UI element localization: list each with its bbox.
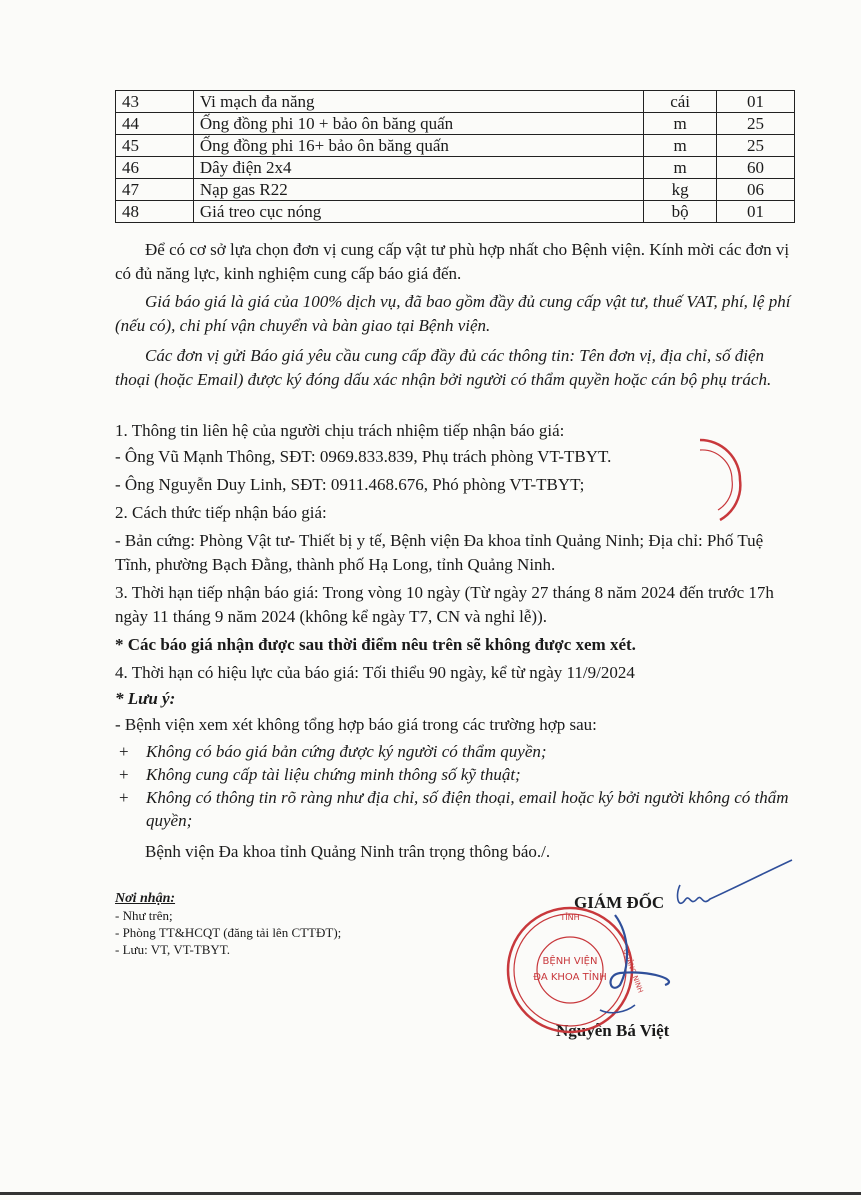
seal-ring-top: TỈNH — [560, 913, 580, 922]
signatory-title: GIÁM ĐỐC — [574, 893, 665, 912]
bullet-mark: + — [119, 788, 129, 807]
seal-center-line-2: ĐA KHOA TỈNH — [533, 972, 607, 983]
recipients-block — [115, 890, 355, 958]
item-unit: m — [644, 135, 717, 157]
row-number: 43 — [116, 91, 194, 113]
table-row — [116, 91, 795, 113]
seal-center-line-1: BỆNH VIỆN — [542, 956, 598, 967]
note-title: * Lưu ý: — [115, 689, 176, 708]
section-3-deadline: 3. Thời hạn tiếp nhận báo giá: Trong vòng 10 ngày (Từ ngày 27 tháng 8 năm 2024 đến trước 17h ngày 11 tháng 9 năm 2024 (không kể ngày T7, CN và nghỉ lễ)). — [115, 583, 774, 626]
row-number: 48 — [116, 201, 194, 223]
signatory-name: Nguyễn Bá Việt — [556, 1021, 670, 1040]
bullet-mark: + — [119, 765, 129, 784]
item-unit: bộ — [644, 201, 717, 223]
table-row — [116, 157, 795, 179]
contact-2: - Ông Nguyễn Duy Linh, SĐT: 0911.468.676, Phó phòng VT-TBYT; — [115, 475, 585, 494]
recipient-item: - Lưu: VT, VT-TBYT. — [115, 942, 231, 957]
exclusion-list — [115, 740, 795, 832]
item-name: Vi mạch đa năng — [193, 91, 643, 113]
seal-ring-right: QUẢNG NINH — [621, 947, 645, 995]
recipient-item: - Như trên; — [115, 908, 173, 923]
late-warning: * Các báo giá nhận được sau thời điểm nêu trên sẽ không được xem xét. — [115, 635, 636, 654]
bullet-text: Không cung cấp tài liệu chứng minh thông số kỹ thuật; — [146, 765, 521, 784]
hardcopy-address: - Bản cứng: Phòng Vật tư- Thiết bị y tế, Bệnh viện Đa khoa tỉnh Quảng Ninh; Địa chỉ: Phố Tuệ Tĩnh, phường Bạch Đằng, thành phố Hạ Long, tỉnh Quảng Ninh. — [115, 531, 764, 574]
item-quantity: 01 — [717, 91, 795, 113]
list-item — [115, 763, 795, 786]
section-1-title: 1. Thông tin liên hệ của người chịu trách nhiệm tiếp nhận báo giá: — [115, 421, 565, 440]
item-unit: m — [644, 157, 717, 179]
page-bottom-edge — [0, 1192, 861, 1195]
item-unit: kg — [644, 179, 717, 201]
item-name: Nạp gas R22 — [193, 179, 643, 201]
bullet-text: Không có báo giá bản cứng được ký người có thẩm quyền; — [146, 742, 547, 761]
row-number: 46 — [116, 157, 194, 179]
request-note: Các đơn vị gửi Báo giá yêu cầu cung cấp đầy đủ các thông tin: Tên đơn vị, địa chỉ, số điện thoại (hoặc Email) được ký đóng dấu xác nhận bởi người có thẩm quyền hoặc cán bộ phụ trách. — [115, 346, 772, 389]
row-number: 45 — [116, 135, 194, 157]
item-unit: cái — [644, 91, 717, 113]
row-number: 47 — [116, 179, 194, 201]
table-row — [116, 113, 795, 135]
table-row — [116, 179, 795, 201]
price-note: Giá báo giá là giá của 100% dịch vụ, đã bao gồm đầy đủ cung cấp vật tư, thuế VAT, phí, lệ phí (nếu có), chi phí vận chuyển và bàn giao tại Bệnh viện. — [115, 292, 791, 335]
bullet-mark: + — [119, 742, 129, 761]
partial-seal-stamp — [690, 425, 750, 535]
item-quantity: 25 — [717, 135, 795, 157]
item-name: Ống đồng phi 16+ bảo ôn băng quấn — [193, 135, 643, 157]
intro-paragraph: Để có cơ sở lựa chọn đơn vị cung cấp vật tư phù hợp nhất cho Bệnh viện. Kính mời các đơn vị có đủ năng lực, kinh nghiệm cung cấp báo giá đến. — [115, 240, 790, 283]
section-2-title: 2. Cách thức tiếp nhận báo giá: — [115, 503, 327, 522]
item-quantity: 01 — [717, 201, 795, 223]
table-row — [116, 201, 795, 223]
item-quantity: 25 — [717, 113, 795, 135]
list-item — [115, 786, 795, 832]
recipient-item: - Phòng TT&HCQT (đăng tải lên CTTĐT); — [115, 925, 342, 940]
contact-1: - Ông Vũ Mạnh Thông, SĐT: 0969.833.839, Phụ trách phòng VT-TBYT. — [115, 447, 612, 466]
row-number: 44 — [116, 113, 194, 135]
item-name: Ống đồng phi 10 + bảo ôn băng quấn — [193, 113, 643, 135]
item-name: Giá treo cục nóng — [193, 201, 643, 223]
closing-line: Bệnh viện Đa khoa tỉnh Quảng Ninh trân trọng thông báo./. — [145, 842, 551, 861]
materials-table — [115, 90, 795, 223]
section-4-validity: 4. Thời hạn có hiệu lực của báo giá: Tối thiểu 90 ngày, kể từ ngày 11/9/2024 — [115, 663, 635, 682]
note-intro: - Bệnh viện xem xét không tổng hợp báo giá trong các trường hợp sau: — [115, 715, 597, 734]
item-quantity: 06 — [717, 179, 795, 201]
item-name: Dây điện 2x4 — [193, 157, 643, 179]
recipients-title: Nơi nhận: — [115, 891, 176, 906]
table-row — [116, 135, 795, 157]
list-item — [115, 740, 795, 763]
item-quantity: 60 — [717, 157, 795, 179]
handwritten-signature — [560, 855, 800, 1045]
bullet-text: Không có thông tin rõ ràng như địa chỉ, số điện thoại, email hoặc ký bởi người không có thẩm quyền; — [146, 788, 789, 830]
item-unit: m — [644, 113, 717, 135]
